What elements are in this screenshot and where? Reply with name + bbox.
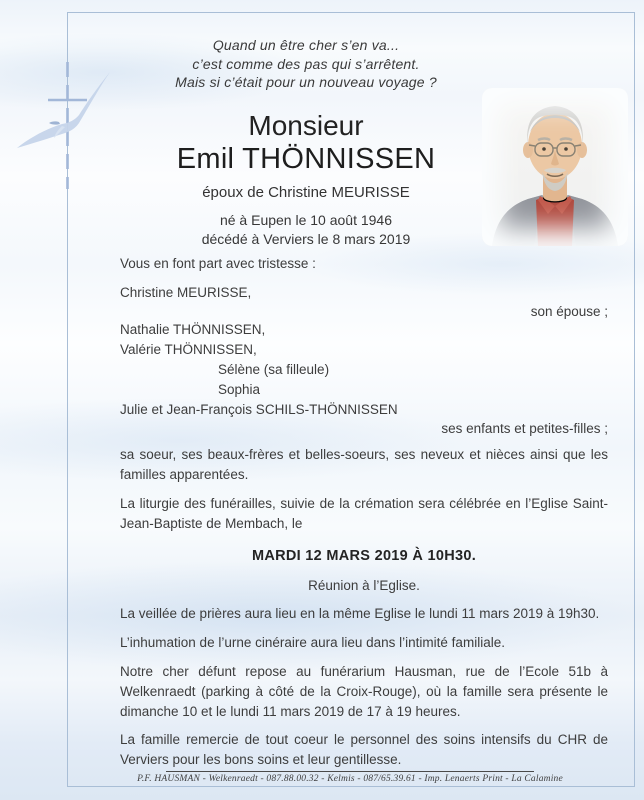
footer-divider [166, 771, 534, 772]
epigraph-line-2: c’est comme des pas qui s’arrêtent. [192, 55, 420, 72]
relative-spouse: Christine MEURISSE, [120, 285, 252, 300]
vigil-line: La veillée de prières aura lieu en la même Eglise le lundi 11 mars 2019 à 19h30. [120, 606, 600, 621]
relative-grandchild-1: Sélène (sa filleule) [218, 362, 330, 377]
photo-vignette [482, 88, 628, 246]
relative-child-2: Valérie THÖNNISSEN, [120, 342, 257, 357]
ceremony-date: MARDI 12 MARS 2019 À 10H30. [251, 548, 477, 564]
announcement-body [120, 254, 608, 770]
relation-spouse: son épouse ; [530, 304, 608, 319]
relative-child-3: Julie et Jean-François SCHILS-THÖNNISSEN [120, 402, 398, 417]
portrait-photo [482, 88, 628, 246]
relation-children: ses enfants et petites-filles ; [441, 421, 608, 436]
epigraph-line-1: Quand un être cher s’en va... [212, 37, 400, 53]
funeral-home-credit: P.F. HAUSMAN - Welkenraedt - 087.88.00.32 - Kelmis - 087/65.39.61 - Imp. Lenaerts Print - La Calamine [137, 774, 563, 784]
salutation: Monsieur [248, 109, 364, 141]
relative-grandchild-2: Sophia [218, 382, 261, 397]
death-line: décédé à Verviers le 8 mars 2019 [201, 230, 411, 247]
epigraph-line-3: Mais si c’était pour un nouveau voyage ? [175, 74, 437, 90]
card-footer [67, 771, 633, 784]
funeral-home-paragraph: Notre cher défunt repose au funérarium Hausman, rue de l’Ecole 51b à Welkenraedt (parking à côté de la Croix-Rouge), où la famille sera présente le dimanche 10 et le lundi 11 mars 2019 de 17 à 19 heures. [120, 664, 608, 719]
spouse-line: époux de Christine MEURISSE [202, 183, 410, 201]
deceased-name: Emil THÖNNISSEN [176, 142, 436, 175]
epigraph [90, 36, 522, 92]
urn-line: L’inhumation de l’urne cinéraire aura lieu dans l’intimité familiale. [120, 635, 505, 650]
intro-line: Vous en font part avec tristesse : [120, 256, 316, 271]
family-paragraph: sa soeur, ses beaux-frères et belles-soeurs, ses neveux et nièces ainsi que les familles apparentées. [120, 447, 608, 482]
relative-child-1: Nathalie THÖNNISSEN, [120, 322, 266, 337]
liturgy-paragraph: La liturgie des funérailles, suivie de la crémation sera célébrée en l’Eglise Saint-Jean-Baptiste de Membach, le [120, 496, 608, 531]
birth-death-lines [90, 211, 522, 249]
thanks-paragraph: La famille remercie de tout coeur le personnel des soins intensifs du CHR de Verviers pour les bons soins et leur gentillesse. [120, 732, 608, 767]
card-header [90, 36, 522, 249]
birth-line: né à Eupen le 10 août 1946 [219, 211, 393, 228]
meeting-line: Réunion à l’Eglise. [308, 578, 420, 593]
